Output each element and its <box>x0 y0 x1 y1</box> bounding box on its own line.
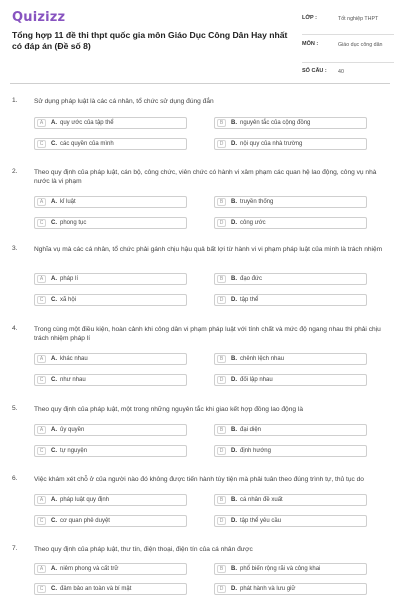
option-text: đảm bảo an toàn và bí mật <box>60 586 132 592</box>
option-text: phong tục <box>60 220 87 226</box>
option-d[interactable] <box>214 515 367 527</box>
option-letter: A. <box>51 276 57 282</box>
option-text: định hướng <box>240 448 271 454</box>
option-letter: A. <box>51 427 57 433</box>
option-text: công ước <box>240 220 266 226</box>
option-badge: C <box>37 585 46 593</box>
option-badge: C <box>37 219 46 227</box>
option-d[interactable] <box>214 374 367 386</box>
option-c[interactable] <box>34 138 187 150</box>
option-c[interactable] <box>34 583 187 595</box>
option-text: cơ quan phê duyệt <box>60 518 110 524</box>
option-a[interactable] <box>34 563 187 575</box>
option-b[interactable] <box>214 494 367 506</box>
option-badge: A <box>37 275 46 283</box>
question-text: Việc khám xét chỗ ở của người nào đó không được tiến hành tùy tiện mà phải tuân theo đúng trình tự, thủ tục do <box>34 476 364 483</box>
option-letter: D. <box>231 518 237 524</box>
option-text: các quyền của mình <box>60 141 114 147</box>
option-text: niêm phong và cất trữ <box>60 566 119 572</box>
option-badge: D <box>217 296 226 304</box>
option-badge: D <box>217 447 226 455</box>
question-number: 3. <box>12 245 18 252</box>
option-text: ủy quyền <box>60 427 85 433</box>
option-letter: D. <box>231 141 237 147</box>
option-b[interactable] <box>214 196 367 208</box>
option-letter: A. <box>51 566 57 572</box>
option-badge: A <box>37 426 46 434</box>
question-number: 1. <box>12 97 18 104</box>
worksheet-header <box>0 0 400 82</box>
quizizz-logo[interactable]: Quizizz <box>12 10 66 25</box>
option-badge: B <box>217 119 226 127</box>
option-letter: D. <box>231 448 237 454</box>
option-badge: C <box>37 296 46 304</box>
option-badge: C <box>37 517 46 525</box>
option-text: tập thể yêu cầu <box>240 518 282 524</box>
option-badge: A <box>37 198 46 206</box>
option-badge: D <box>217 219 226 227</box>
option-letter: D. <box>231 220 237 226</box>
option-b[interactable] <box>214 273 367 285</box>
meta-label-subject: MÔN : <box>302 41 319 47</box>
option-text: nguyên tắc của cộng đồng <box>240 120 311 126</box>
option-badge: B <box>217 275 226 283</box>
option-badge: B <box>217 355 226 363</box>
option-b[interactable] <box>214 563 367 575</box>
option-text: phổ biến rộng rãi và công khai <box>240 566 321 572</box>
option-b[interactable] <box>214 424 367 436</box>
option-d[interactable] <box>214 583 367 595</box>
option-d[interactable] <box>214 217 367 229</box>
option-c[interactable] <box>34 515 187 527</box>
question-number: 2. <box>12 168 18 175</box>
option-text: tự nguyện <box>60 448 88 454</box>
option-text: cá nhân đề xuất <box>240 497 283 503</box>
option-text: truyền thống <box>240 199 274 205</box>
option-letter: D. <box>231 586 237 592</box>
option-badge: C <box>37 140 46 148</box>
option-a[interactable] <box>34 424 187 436</box>
question-number: 4. <box>12 325 18 332</box>
option-d[interactable] <box>214 445 367 457</box>
option-text: đối lập nhau <box>240 377 273 383</box>
meta-row-class <box>302 8 394 35</box>
question-text: Sử dụng pháp luật là các cá nhân, tổ chức sử dụng đúng đắn <box>34 98 214 105</box>
option-letter: C. <box>51 141 57 147</box>
meta-value-subject: Giáo dục công dân <box>338 42 383 48</box>
option-letter: B. <box>231 120 237 126</box>
option-badge: C <box>37 376 46 384</box>
option-badge: D <box>217 585 226 593</box>
option-letter: C. <box>51 377 57 383</box>
option-letter: D. <box>231 297 237 303</box>
option-text: phát hành và lưu giữ <box>240 586 296 592</box>
option-badge: B <box>217 565 226 573</box>
question-text: Theo quy định của pháp luật, cán bộ, công chức, viên chức có hành vi xâm phạm các quan hệ lao động, công vụ nhà nước là vi phạm <box>34 169 377 185</box>
option-text: đại diện <box>240 427 262 433</box>
option-letter: D. <box>231 377 237 383</box>
question-number: 6. <box>12 475 18 482</box>
option-letter: C. <box>51 220 57 226</box>
option-d[interactable] <box>214 294 367 306</box>
option-text: pháp luật quy định <box>60 497 110 503</box>
option-letter: A. <box>51 199 57 205</box>
option-letter: C. <box>51 448 57 454</box>
option-a[interactable] <box>34 117 187 129</box>
option-badge: A <box>37 119 46 127</box>
option-letter: A. <box>51 356 57 362</box>
option-c[interactable] <box>34 374 187 386</box>
option-text: đạo đức <box>240 276 263 282</box>
option-badge: B <box>217 198 226 206</box>
meta-row-subject <box>302 36 394 63</box>
meta-value-count: 40 <box>338 69 344 75</box>
option-text: khác nhau <box>60 356 88 362</box>
option-text: quy ước của tập thể <box>60 120 114 126</box>
option-letter: B. <box>231 497 237 503</box>
question-number: 7. <box>12 545 18 552</box>
meta-row-count <box>302 64 394 80</box>
option-c[interactable] <box>34 445 187 457</box>
option-b[interactable] <box>214 353 367 365</box>
option-badge: B <box>217 496 226 504</box>
header-divider <box>10 83 390 84</box>
option-a[interactable] <box>34 494 187 506</box>
option-d[interactable] <box>214 138 367 150</box>
option-text: như nhau <box>60 377 86 383</box>
option-badge: A <box>37 355 46 363</box>
option-badge: D <box>217 376 226 384</box>
option-text: xã hội <box>60 297 77 303</box>
option-badge: D <box>217 140 226 148</box>
meta-value-class: Tốt nghiệp THPT <box>338 16 379 22</box>
worksheet-title: Tổng hợp 11 đề thi thpt quốc gia môn Giáo Dục Công Dân Hay nhất có đáp án (Đề số 8) <box>12 30 288 51</box>
option-badge: C <box>37 447 46 455</box>
option-a[interactable] <box>34 353 187 365</box>
option-letter: B. <box>231 566 237 572</box>
option-text: kỉ luật <box>60 199 76 205</box>
question-text: Trong cùng một điều kiện, hoàn cảnh khi công dân vi phạm pháp luật với tính chất và mức độ ngang nhau thì phải chịu trách nhiệm pháp lí <box>34 326 381 342</box>
option-letter: C. <box>51 297 57 303</box>
option-letter: C. <box>51 586 57 592</box>
option-text: tập thể <box>240 297 259 303</box>
option-letter: B. <box>231 356 237 362</box>
option-text: chênh lệch nhau <box>240 356 285 362</box>
option-a[interactable] <box>34 196 187 208</box>
option-badge: B <box>217 426 226 434</box>
question-text: Theo quy định của pháp luật, thư tín, điện thoại, điện tín của cá nhân được <box>34 546 253 553</box>
option-b[interactable] <box>214 117 367 129</box>
option-letter: B. <box>231 427 237 433</box>
option-letter: A. <box>51 120 57 126</box>
option-badge: A <box>37 565 46 573</box>
question-text: Nghĩa vụ mà các cá nhân, tổ chức phải gánh chịu hậu quả bất lợi từ hành vi vi phạm pháp luật của mình là trách nhiệm <box>34 246 383 253</box>
option-text: nội quy của nhà trường <box>240 141 303 147</box>
option-a[interactable] <box>34 273 187 285</box>
question-text: Theo quy định của pháp luật, một trong những nguyên tắc khi giao kết hợp đồng lao động là <box>34 406 304 413</box>
option-badge: A <box>37 496 46 504</box>
option-text: pháp lí <box>60 276 79 282</box>
option-letter: A. <box>51 497 57 503</box>
option-letter: B. <box>231 199 237 205</box>
question-number: 5. <box>12 405 18 412</box>
option-c[interactable] <box>34 217 187 229</box>
meta-label-class: LỚP : <box>302 15 317 21</box>
meta-label-count: SỐ CÂU : <box>302 68 327 74</box>
option-letter: C. <box>51 518 57 524</box>
option-c[interactable] <box>34 294 187 306</box>
option-badge: D <box>217 517 226 525</box>
option-letter: B. <box>231 276 237 282</box>
